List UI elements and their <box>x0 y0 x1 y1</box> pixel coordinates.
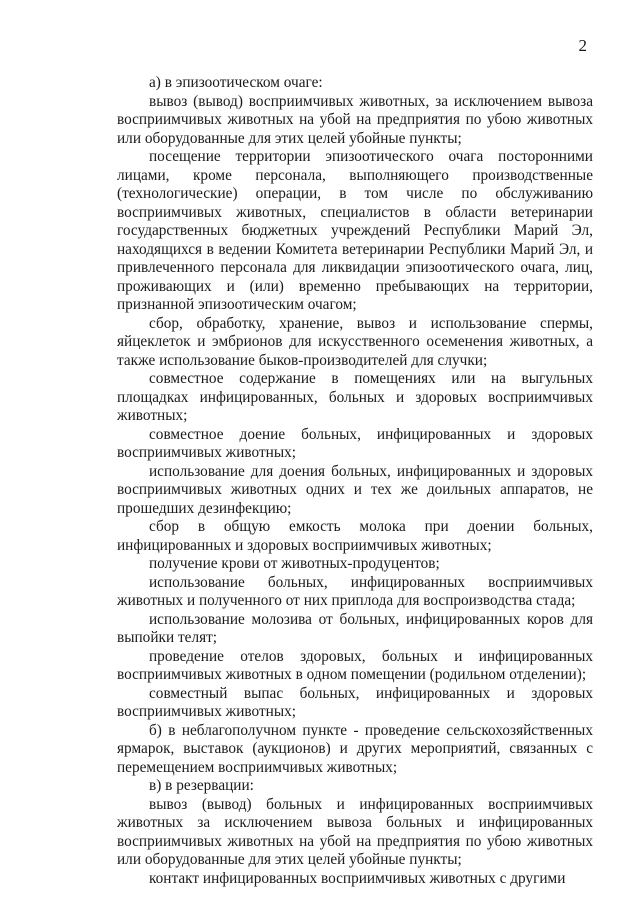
paragraph-section-c-heading: в) в резервации: <box>149 777 254 794</box>
paragraph: использование больных, инфицированных восприимчивых животных и полученного от них приплода для воспроизводства стада; <box>117 573 593 609</box>
paragraph: совместный выпас больных, инфицированных и здоровых восприимчивых животных; <box>117 684 593 720</box>
paragraph: контакт инфицированных восприимчивых животных с другими <box>149 869 566 887</box>
paragraph: сбор в общую емкость молока при доении больных, инфицированных и здоровых восприимчивых животных; <box>117 518 593 554</box>
paragraph: вывоз (вывод) больных и инфицированных восприимчивых животных за исключением вывоза больных и инфицированных восприимчивых животных на убой на предприятия по убою животных или оборудованные для этих целей убойные пункты; <box>117 795 593 868</box>
paragraph: вывоз (вывод) восприимчивых животных, за исключением вывоза восприимчивых животных на убой на предприятия по убою животных или оборудованные для этих целей убойные пункты; <box>117 92 593 147</box>
paragraph: использование для доения больных, инфицированных и здоровых восприимчивых животных одних и тех же доильных аппаратов, не прошедших дезинфекцию; <box>117 462 593 517</box>
page-number: 2 <box>578 36 587 55</box>
paragraph-section-b: б) в неблагополучном пункте - проведение сельскохозяйственных ярмарок, выставок (аукционов) и других мероприятий, связанных с перемещением восприимчивых животных; <box>117 721 593 776</box>
paragraph: совместное содержание в помещениях или на выгульных площадках инфицированных, больных и здоровых восприимчивых животных; <box>117 370 593 424</box>
paragraph: сбор, обработку, хранение, вывоз и использование спермы, яйцеклеток и эмбрионов для искусственного осеменения животных, а также использование быков-производителей для случки; <box>117 314 593 369</box>
paragraph: проведение отелов здоровых, больных и инфицированных восприимчивых животных в одном помещении (родильном отделении); <box>117 647 593 683</box>
paragraph: совместное доение больных, инфицированных и здоровых восприимчивых животных; <box>117 425 593 461</box>
paragraph: использование молозива от больных, инфицированных коров для выпойки телят; <box>117 610 593 646</box>
paragraph: получение крови от животных-продуцентов; <box>149 555 440 572</box>
document-body <box>117 74 593 888</box>
paragraph-section-a-heading: а) в эпизоотическом очаге: <box>149 74 323 91</box>
paragraph: посещение территории эпизоотического очага посторонними лицами, кроме персонала, выполняющего производственные (технологические) операции, в том числе по обслуживанию восприимчивых животных, специалистов в области ветеринарии государственных бюджетных учреждений Республики Марий Эл, находящихся в ведении Комитета ветеринарии Республики Марий Эл, и привлеченного персонала для ликвидации эпизоотического очага, лиц, проживающих и (или) временно пребывающих на территории, признанной эпизоотическим очагом; <box>117 148 593 313</box>
